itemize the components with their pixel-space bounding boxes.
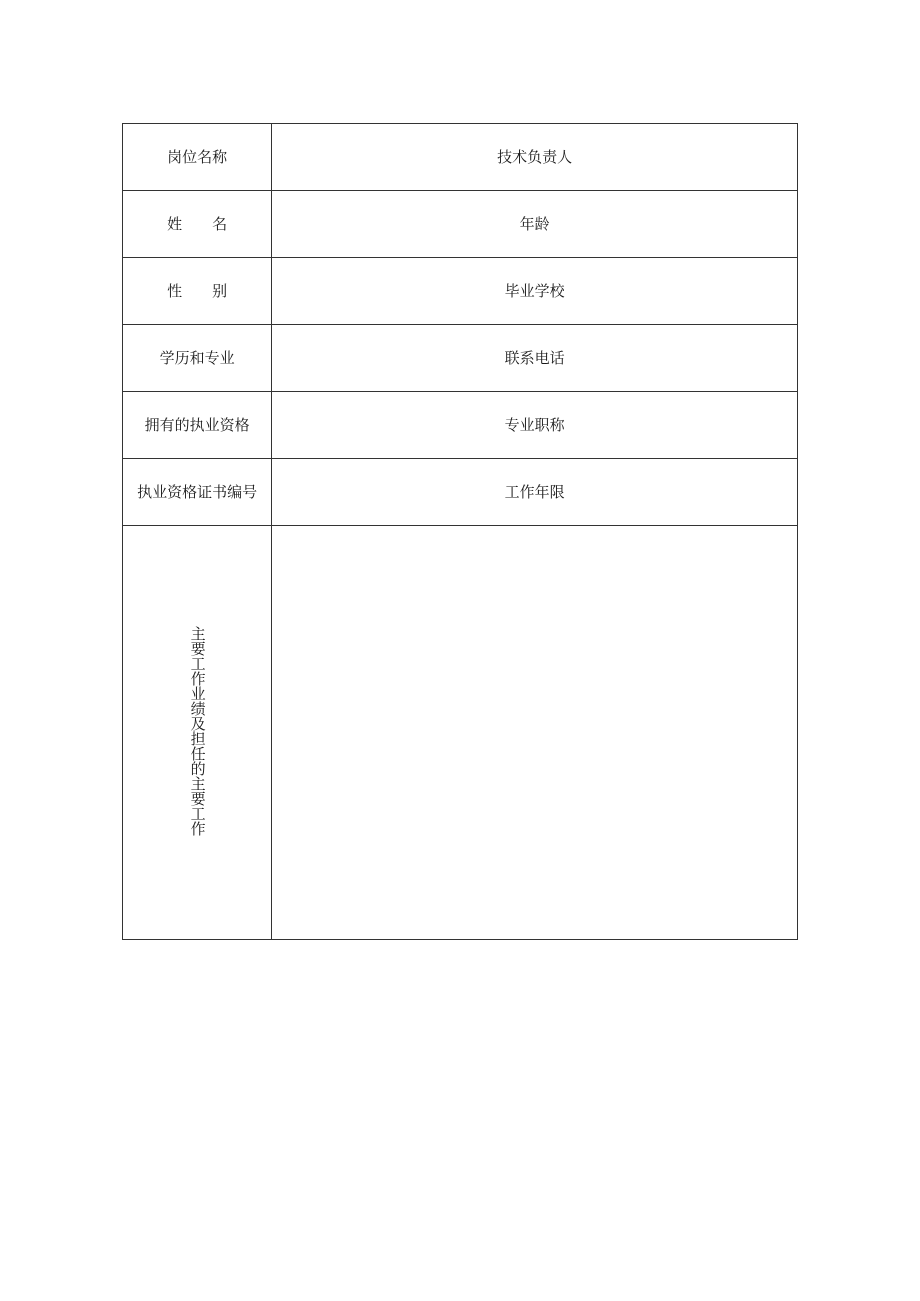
label-name-part-1: 姓	[167, 214, 183, 233]
label-position-name: 岗位名称	[123, 124, 272, 191]
label-education-major: 学历和专业	[123, 325, 272, 392]
row-name	[123, 191, 798, 258]
row-position	[123, 124, 798, 191]
value-phone-label: 联系电话	[272, 325, 798, 392]
row-certificate	[123, 459, 798, 526]
value-work-years-label: 工作年限	[272, 459, 798, 526]
value-title-label: 专业职称	[272, 392, 798, 459]
label-gender-part-2: 别	[212, 281, 228, 300]
row-gender	[123, 258, 798, 325]
label-qualification: 拥有的执业资格	[123, 392, 272, 459]
label-certificate-number: 执业资格证书编号	[123, 459, 272, 526]
label-name	[123, 191, 272, 258]
label-gender	[123, 258, 272, 325]
label-gender-text	[167, 281, 228, 300]
row-qualification	[123, 392, 798, 459]
row-achievements	[123, 526, 798, 940]
label-gender-part-1: 性	[167, 281, 183, 300]
label-name-part-2: 名	[212, 214, 228, 233]
label-achievements: 主要工作业绩及担任的主要工作	[188, 626, 207, 836]
label-achievements-cell	[123, 526, 272, 940]
value-age-label: 年龄	[272, 191, 798, 258]
personnel-info-table	[122, 123, 798, 940]
value-school-label: 毕业学校	[272, 258, 798, 325]
label-name-text	[167, 214, 228, 233]
value-position-name: 技术负责人	[272, 124, 798, 191]
achievements-content[interactable]	[272, 526, 798, 940]
row-education	[123, 325, 798, 392]
